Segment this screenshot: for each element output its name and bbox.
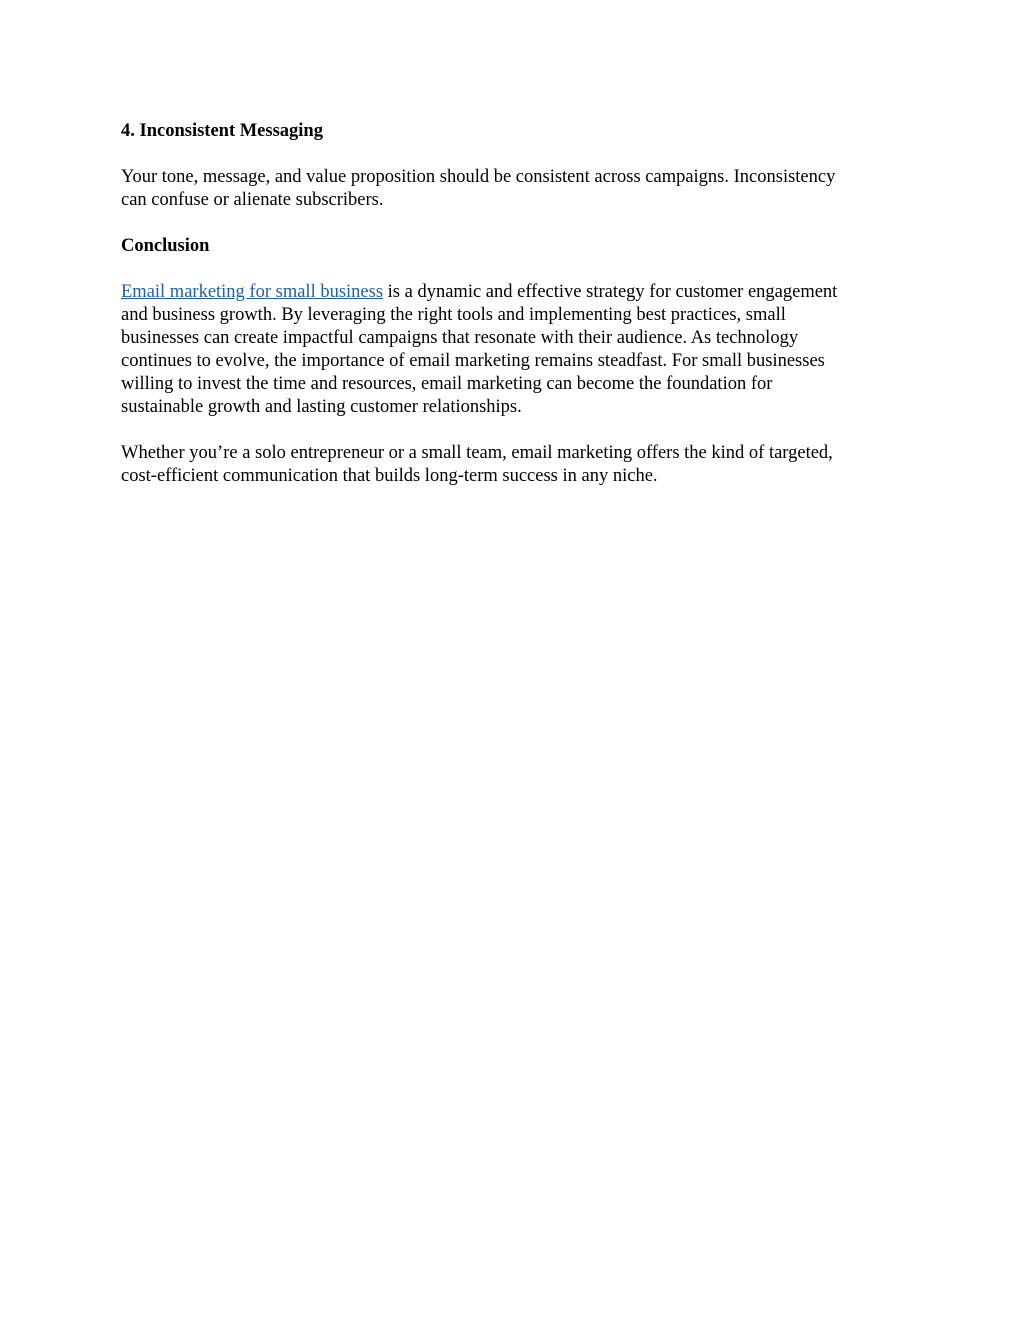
conclusion-paragraph [121, 281, 911, 419]
paragraph-line: businesses can create impactful campaigns that resonate with their audience. As technology [121, 328, 799, 348]
paragraph-line: willing to invest the time and resources, email marketing can become the foundation for [121, 374, 773, 394]
paragraph-line [121, 281, 911, 304]
paragraph-line: cost-efficient communication that builds long-term success in any niche. [121, 466, 658, 486]
paragraph-line: continues to evolve, the importance of email marketing remains steadfast. For small businesses [121, 351, 825, 371]
paragraph-line: can confuse or alienate subscribers. [121, 190, 384, 210]
document-page [121, 120, 911, 511]
inconsistent-messaging-paragraph [121, 166, 911, 212]
paragraph-text: is a dynamic and effective strategy for customer engagement [383, 282, 838, 302]
paragraph-line: sustainable growth and lasting customer relationships. [121, 397, 522, 417]
section-heading: 4. Inconsistent Messaging [121, 121, 323, 141]
closing-paragraph [121, 442, 911, 488]
paragraph-line: Whether you’re a solo entrepreneur or a small team, email marketing offers the kind of targeted, [121, 443, 833, 463]
email-marketing-link[interactable]: Email marketing for small business [121, 282, 384, 302]
conclusion-heading: Conclusion [121, 236, 210, 256]
paragraph-line: Your tone, message, and value proposition should be consistent across campaigns. Inconsistency [121, 167, 836, 187]
paragraph-line: and business growth. By leveraging the right tools and implementing best practices, small [121, 305, 786, 325]
